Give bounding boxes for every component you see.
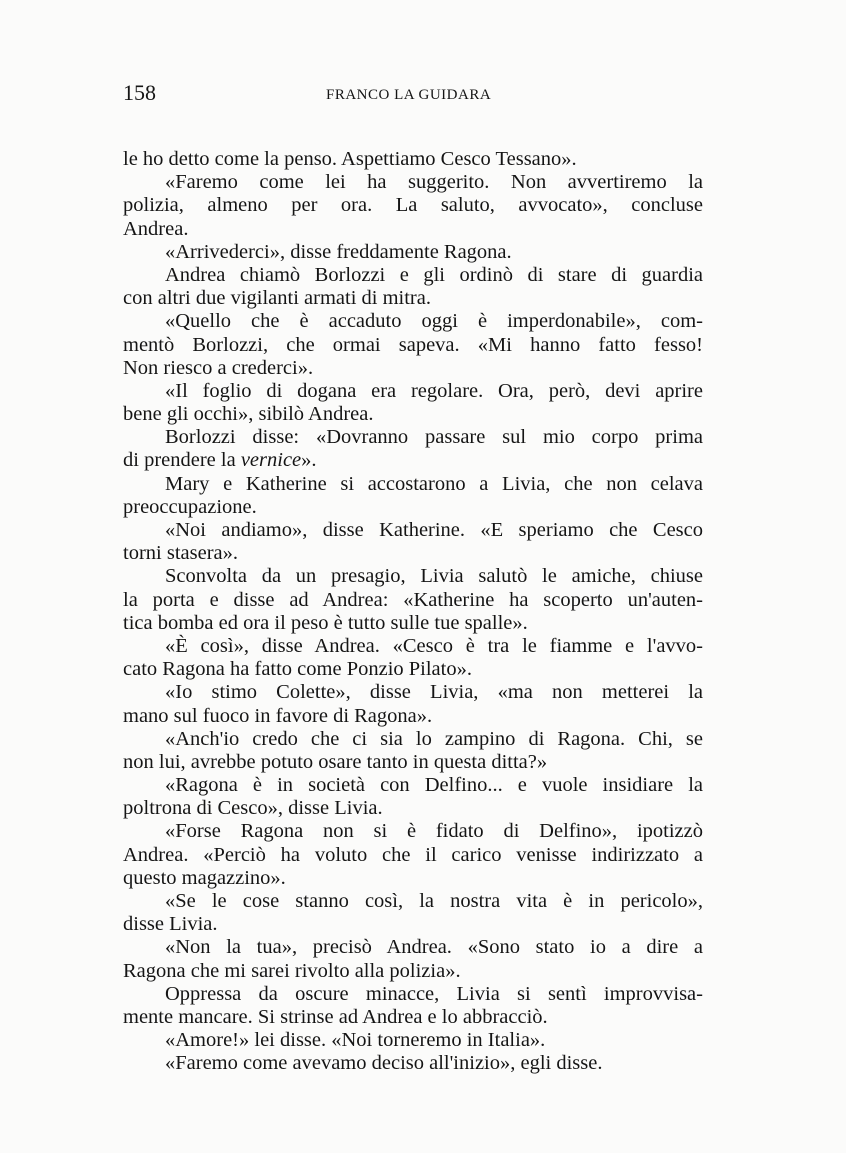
text-line: «Arrivederci», disse freddamente Ragona.: [165, 240, 512, 263]
text-line-start: di prendere la: [123, 449, 241, 472]
body-text: [123, 148, 703, 1076]
text-line: poltrona di Cesco», disse Livia.: [123, 797, 383, 820]
text-line: Ragona che mi sarei rivolto alla polizia».: [123, 959, 461, 982]
text-line: «Faremo come avevamo deciso all'inizio», egli disse.: [165, 1052, 603, 1075]
text-line: «Faremo come lei ha suggerito. Non avvertiremo la: [165, 171, 703, 194]
text-line: Oppressa da oscure minacce, Livia si sentì improvvisa-: [165, 982, 703, 1005]
text-line: con altri due vigilanti armati di mitra.: [123, 287, 431, 310]
page-number: 158: [123, 80, 156, 105]
text-line-end: ».: [301, 449, 317, 472]
text-line: «Noi andiamo», disse Katherine. «E speriamo che Cesco: [165, 519, 703, 541]
running-head: FRANCO LA GUIDARA: [326, 87, 492, 103]
text-line: Borlozzi disse: «Dovranno passare sul mio corpo prima: [165, 426, 703, 449]
text-line: disse Livia.: [123, 913, 218, 936]
text-line: bene gli occhi», sibilò Andrea.: [123, 403, 374, 426]
text-line: mente mancare. Si strinse ad Andrea e lo abbracciò.: [123, 1005, 548, 1028]
text-line: Sconvolta da un presagio, Livia salutò le amiche, chiuse: [165, 565, 703, 588]
text-line: le ho detto come la penso. Aspettiamo Cesco Tessano».: [123, 148, 577, 170]
text-line: Andrea chiamò Borlozzi e gli ordinò di stare di guardia: [165, 263, 703, 286]
text-line: «Il foglio di dogana era regolare. Ora, però, devi aprire: [165, 379, 703, 402]
text-line: «È così», disse Andrea. «Cesco è tra le fiamme e l'avvo-: [165, 634, 703, 657]
text-line: «Amore!» lei disse. «Noi torneremo in Italia».: [165, 1029, 546, 1052]
text-line: «Io stimo Colette», disse Livia, «ma non metterei la: [165, 681, 703, 704]
text-line: questo magazzino».: [123, 866, 286, 889]
text-line: non lui, avrebbe potuto osare tanto in questa ditta?»: [123, 750, 548, 773]
text-line: cato Ragona ha fatto come Ponzio Pilato».: [123, 658, 472, 681]
text-line: «Quello che è accaduto oggi è imperdonabile», com-: [165, 310, 703, 333]
text-line: mentò Borlozzi, che ormai sapeva. «Mi hanno fatto fesso!: [123, 333, 703, 356]
text-line: la porta e disse ad Andrea: «Katherine ha scoperto un'auten-: [123, 588, 703, 611]
text-line: Mary e Katherine si accostarono a Livia, che non celava: [165, 472, 703, 495]
text-line: mano sul fuoco in favore di Ragona».: [123, 704, 433, 727]
text-line: Andrea.: [123, 217, 189, 240]
italic-word: vernice: [240, 449, 302, 472]
text-line: «Ragona è in società con Delfino... e vuole insidiare la: [165, 774, 703, 797]
text-line: «Se le cose stanno così, la nostra vita è in pericolo»,: [165, 890, 703, 912]
text-line: Non riesco a crederci».: [123, 356, 314, 379]
text-line: Andrea. «Perciò ha voluto che il carico venisse indirizzato a: [123, 843, 703, 866]
text-line: «Non la tua», precisò Andrea. «Sono stato io a dire a: [165, 936, 703, 959]
text-line: «Anch'io credo che ci sia lo zampino di Ragona. Chi, se: [165, 727, 703, 750]
text-line: polizia, almeno per ora. La saluto, avvocato», concluse: [123, 194, 703, 217]
text-line: tica bomba ed ora il peso è tutto sulle tue spalle».: [123, 611, 528, 634]
text-line: [123, 449, 703, 472]
text-line: «Forse Ragona non si è fidato di Delfino», ipotizzò: [165, 820, 703, 843]
text-line: preoccupazione.: [123, 495, 257, 518]
text-line: torni stasera».: [123, 542, 238, 565]
